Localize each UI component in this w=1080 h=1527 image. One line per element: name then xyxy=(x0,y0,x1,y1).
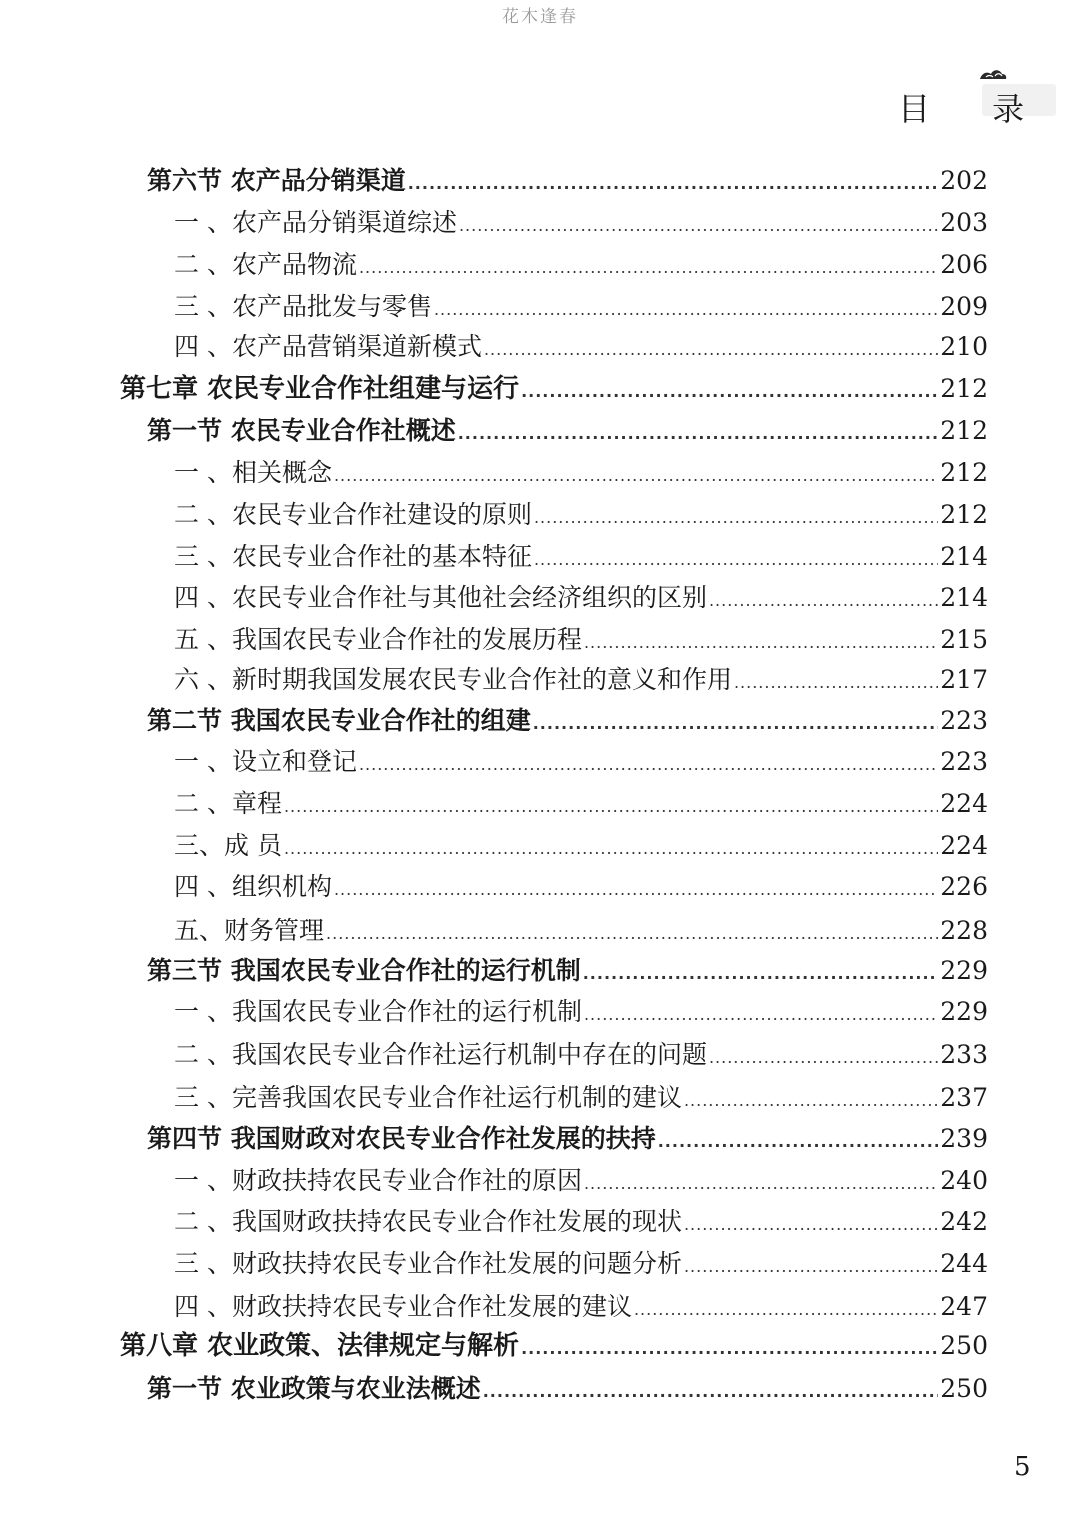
toc-label: 三 、农产品批发与零售 xyxy=(174,292,432,321)
toc-page-number: 244 xyxy=(940,1249,988,1278)
toc-label: 第一节 农民专业合作社概述 xyxy=(147,416,456,445)
toc-page-number: 206 xyxy=(940,250,988,279)
toc-page-number: 214 xyxy=(940,542,988,571)
toc-item[interactable] xyxy=(174,784,988,824)
toc-item[interactable] xyxy=(174,1035,988,1075)
cloud-ornament-icon xyxy=(978,66,1008,82)
toc-leader-dots xyxy=(684,1205,938,1245)
toc-section[interactable] xyxy=(147,701,988,741)
toc-leader-dots xyxy=(484,330,938,370)
toc-item[interactable] xyxy=(174,826,988,866)
page-number: 5 xyxy=(1014,1452,1031,1482)
page-title: 目 录 xyxy=(898,90,1051,128)
toc-section[interactable] xyxy=(147,1119,988,1159)
toc-label: 第八章 农业政策、法律规定与解析 xyxy=(120,1331,520,1361)
toc-leader-dots xyxy=(483,1372,939,1412)
toc-page-number: 223 xyxy=(940,747,988,776)
toc-label: 三、成 员 xyxy=(174,831,282,860)
toc-page-number: 223 xyxy=(940,706,988,735)
toc-page-number: 240 xyxy=(940,1166,988,1195)
toc-item[interactable] xyxy=(174,620,988,660)
toc-label: 第一节 农业政策与农业法概述 xyxy=(147,1374,481,1403)
toc-leader-dots xyxy=(284,787,938,827)
toc-label: 三 、农民专业合作社的基本特征 xyxy=(174,542,532,571)
toc-leader-dots xyxy=(533,704,939,744)
toc-item[interactable] xyxy=(174,578,988,618)
toc-section[interactable] xyxy=(147,161,988,201)
toc-leader-dots xyxy=(284,829,938,869)
toc-leader-dots xyxy=(434,290,938,330)
toc-item[interactable] xyxy=(174,1161,988,1201)
toc-page-number: 224 xyxy=(940,789,988,818)
toc-label: 四 、农产品营销渠道新模式 xyxy=(174,332,482,361)
toc-leader-dots xyxy=(583,954,939,994)
toc-page-number: 224 xyxy=(940,831,988,860)
toc-item[interactable] xyxy=(174,1287,988,1327)
toc-item[interactable] xyxy=(174,1202,988,1242)
toc-leader-dots xyxy=(584,623,938,663)
toc-section[interactable] xyxy=(147,1369,988,1409)
toc-label: 二 、农产品物流 xyxy=(174,250,357,279)
toc-label: 六 、新时期我国发展农民专业合作社的意义和作用 xyxy=(174,665,732,694)
toc-page-number: 212 xyxy=(940,416,988,445)
toc-page-number: 250 xyxy=(940,1374,988,1403)
toc-item[interactable] xyxy=(174,245,988,285)
toc-leader-dots xyxy=(684,1247,938,1287)
toc-leader-dots xyxy=(709,581,938,621)
toc-leader-dots xyxy=(326,914,938,954)
toc-leader-dots xyxy=(359,248,938,288)
toc-page-number: 250 xyxy=(940,1331,988,1360)
toc-label: 四 、农民专业合作社与其他社会经济组织的区别 xyxy=(174,583,707,612)
toc-item[interactable] xyxy=(174,537,988,577)
toc-label: 四 、财政扶持农民专业合作社发展的建议 xyxy=(174,1292,632,1321)
toc-page-number: 226 xyxy=(940,872,988,901)
toc-item[interactable] xyxy=(174,1244,988,1284)
toc-label: 第七章 农民专业合作社组建与运行 xyxy=(120,374,520,404)
toc-leader-dots xyxy=(408,164,939,204)
toc-label: 一 、设立和登记 xyxy=(174,747,357,776)
toc-item[interactable] xyxy=(174,992,988,1032)
toc-label: 二 、我国财政扶持农民专业合作社发展的现状 xyxy=(174,1207,682,1236)
toc-leader-dots xyxy=(458,414,939,454)
toc-page-number: 214 xyxy=(940,583,988,612)
toc-page-number: 233 xyxy=(940,1040,988,1069)
toc-page-number: 212 xyxy=(940,374,988,403)
toc-label: 第二节 我国农民专业合作社的组建 xyxy=(147,706,531,735)
toc-page-number: 202 xyxy=(940,166,988,195)
toc-label: 四 、组织机构 xyxy=(174,872,332,901)
toc-page-number: 229 xyxy=(940,997,988,1026)
toc-label: 一 、我国农民专业合作社的运行机制 xyxy=(174,997,582,1026)
toc-leader-dots xyxy=(658,1122,939,1162)
toc-item[interactable] xyxy=(174,495,988,535)
toc-section[interactable] xyxy=(147,411,988,451)
toc-label: 一 、相关概念 xyxy=(174,458,332,487)
toc-item[interactable] xyxy=(174,327,988,367)
toc-label: 二 、农民专业合作社建设的原则 xyxy=(174,500,532,529)
toc-page-number: 239 xyxy=(940,1124,988,1153)
toc-page-number: 210 xyxy=(940,332,988,361)
toc-leader-dots xyxy=(709,1038,938,1078)
toc-item[interactable] xyxy=(174,1078,988,1118)
toc-label: 五 、我国农民专业合作社的发展历程 xyxy=(174,625,582,654)
toc-item[interactable] xyxy=(174,911,988,951)
toc-item[interactable] xyxy=(174,287,988,327)
toc-leader-dots xyxy=(534,498,938,538)
toc-leader-dots xyxy=(334,456,938,496)
toc-item[interactable] xyxy=(174,453,988,493)
toc-label: 一 、财政扶持农民专业合作社的原因 xyxy=(174,1166,582,1195)
toc-leader-dots xyxy=(459,206,938,246)
toc-section[interactable] xyxy=(147,951,988,991)
toc-label: 第三节 我国农民专业合作社的运行机制 xyxy=(147,956,581,985)
toc-label: 三 、完善我国农民专业合作社运行机制的建议 xyxy=(174,1083,682,1112)
toc-leader-dots xyxy=(359,745,938,785)
toc-page-number: 212 xyxy=(940,458,988,487)
toc-page-number: 217 xyxy=(940,665,988,694)
toc-label: 五、财务管理 xyxy=(174,916,325,945)
toc-label: 第四节 我国财政对农民专业合作社发展的扶持 xyxy=(147,1124,656,1153)
toc-item[interactable] xyxy=(174,203,988,243)
toc-chapter[interactable] xyxy=(120,1326,988,1366)
toc-page-number: 212 xyxy=(940,500,988,529)
toc-leader-dots xyxy=(521,1329,938,1369)
toc-leader-dots xyxy=(584,1164,938,1204)
toc-leader-dots xyxy=(334,870,938,910)
toc-label: 二 、我国农民专业合作社运行机制中存在的问题 xyxy=(174,1040,707,1069)
toc-page-number: 215 xyxy=(940,625,988,654)
toc-leader-dots xyxy=(534,540,938,580)
toc-chapter[interactable] xyxy=(120,369,988,409)
toc-leader-dots xyxy=(584,995,938,1035)
toc-item[interactable] xyxy=(174,660,988,700)
toc-item[interactable] xyxy=(174,742,988,782)
toc-label: 二 、章程 xyxy=(174,789,282,818)
toc-label: 三 、财政扶持农民专业合作社发展的问题分析 xyxy=(174,1249,682,1278)
toc-page-number: 237 xyxy=(940,1083,988,1112)
toc-leader-dots xyxy=(684,1081,938,1121)
toc-page-number: 247 xyxy=(940,1292,988,1321)
toc-page-number: 229 xyxy=(940,956,988,985)
toc-leader-dots xyxy=(521,372,938,412)
toc-leader-dots xyxy=(734,663,938,703)
watermark-text: 花木逢春 xyxy=(502,7,578,27)
toc-label: 一 、农产品分销渠道综述 xyxy=(174,208,457,237)
toc-label: 第六节 农产品分销渠道 xyxy=(147,166,406,195)
toc-page-number: 209 xyxy=(940,292,988,321)
toc-page-number: 228 xyxy=(940,916,988,945)
toc-page-number: 203 xyxy=(940,208,988,237)
toc-item[interactable] xyxy=(174,867,988,907)
toc-page-number: 242 xyxy=(940,1207,988,1236)
toc-leader-dots xyxy=(634,1290,938,1330)
